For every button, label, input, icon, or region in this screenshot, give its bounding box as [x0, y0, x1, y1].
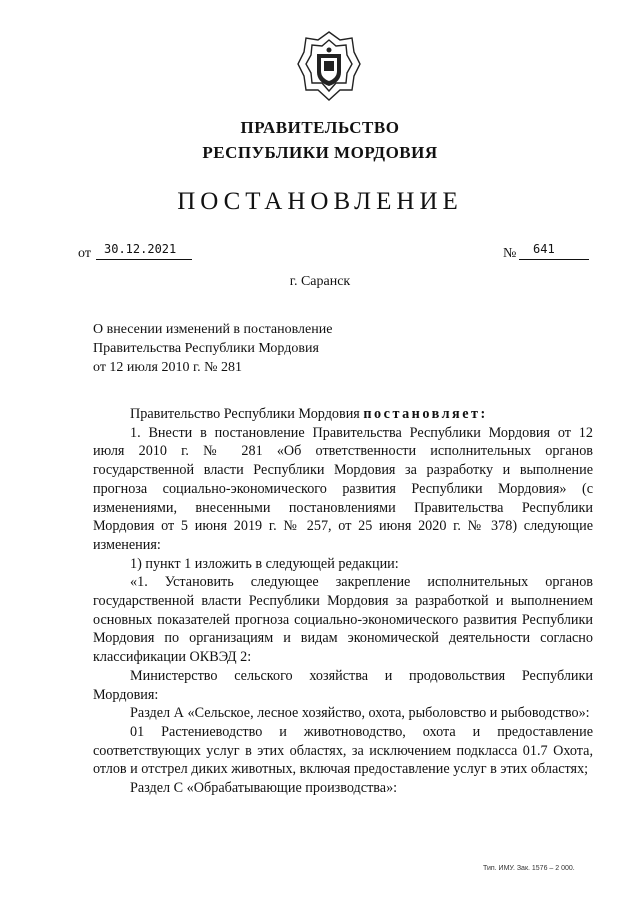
coat-of-arms-icon: [296, 28, 362, 104]
body-paragraph: Министерство сельского хозяйства и продовольствия Республики Мордовия:: [93, 667, 593, 703]
date-underline: [96, 259, 192, 260]
subject-line: от 12 июля 2010 г. № 281: [93, 360, 242, 375]
document-number: 641: [533, 242, 555, 256]
document-date: 30.12.2021: [104, 242, 177, 256]
city: г. Саранск: [289, 274, 351, 289]
subject-line: О внесении изменений в постановление: [93, 322, 333, 337]
body-paragraph: Раздел А «Сельское, лесное хозяйство, охота, рыболовство и рыбоводство»:: [130, 705, 590, 722]
document-subject: [93, 320, 332, 377]
body-paragraph: Раздел С «Обрабатывающие производства»:: [130, 780, 398, 797]
date-prefix: от: [78, 246, 91, 261]
government-title: ПРАВИТЕЛЬСТВО: [240, 118, 400, 137]
number-underline: [519, 259, 589, 260]
republic-title: РЕСПУБЛИКИ МОРДОВИЯ: [202, 143, 438, 162]
document-type: ПОСТАНОВЛЕНИЕ: [177, 188, 463, 215]
body-paragraph: 1) пункт 1 изложить в следующей редакции:: [130, 555, 399, 572]
body-paragraph: 1. Внести в постановление Правительства Республики Мордовия от 12 июля 2010 г. № 281 «Об ответственности исполнительных органов государственной власти Республики Мордовия за разработку и выполнение прогноза социально-экономического развития Республики Мордовия» (с изменениями, внесенными постановлениями Правительства Республики Мордовия от 5 июня 2019 г. № 257, от 25 июня 2020 г. № 378) следующие изменения:: [93, 424, 593, 553]
intro-decree-word: постановляет:: [363, 406, 488, 422]
document-body: [93, 405, 593, 798]
intro-paragraph: [93, 405, 593, 424]
body-paragraph: «1. Установить следующее закрепление исполнительных органов государственной власти Республики Мордовия за разработкой и выполнением основных показателей прогноза социально-экономического развития Республики Мордовия по организациям и видам экономической деятельности согласно классификации ОКВЭД 2:: [93, 574, 593, 666]
intro-text: Правительство Республики Мордовия: [130, 406, 360, 422]
print-footer: Тип. ИМУ. Зак. 1576 – 2 000.: [483, 865, 575, 872]
number-prefix: №: [503, 246, 517, 261]
body-paragraph: 01 Растениеводство и животноводство, охота и предоставление соответствующих услуг в этих областях, за исключением подкласса 01.7 Охота, отлов и отстрел диких животных, включая предоставление услуг в этих областях;: [93, 723, 593, 778]
subject-line: Правительства Республики Мордовия: [93, 341, 319, 356]
